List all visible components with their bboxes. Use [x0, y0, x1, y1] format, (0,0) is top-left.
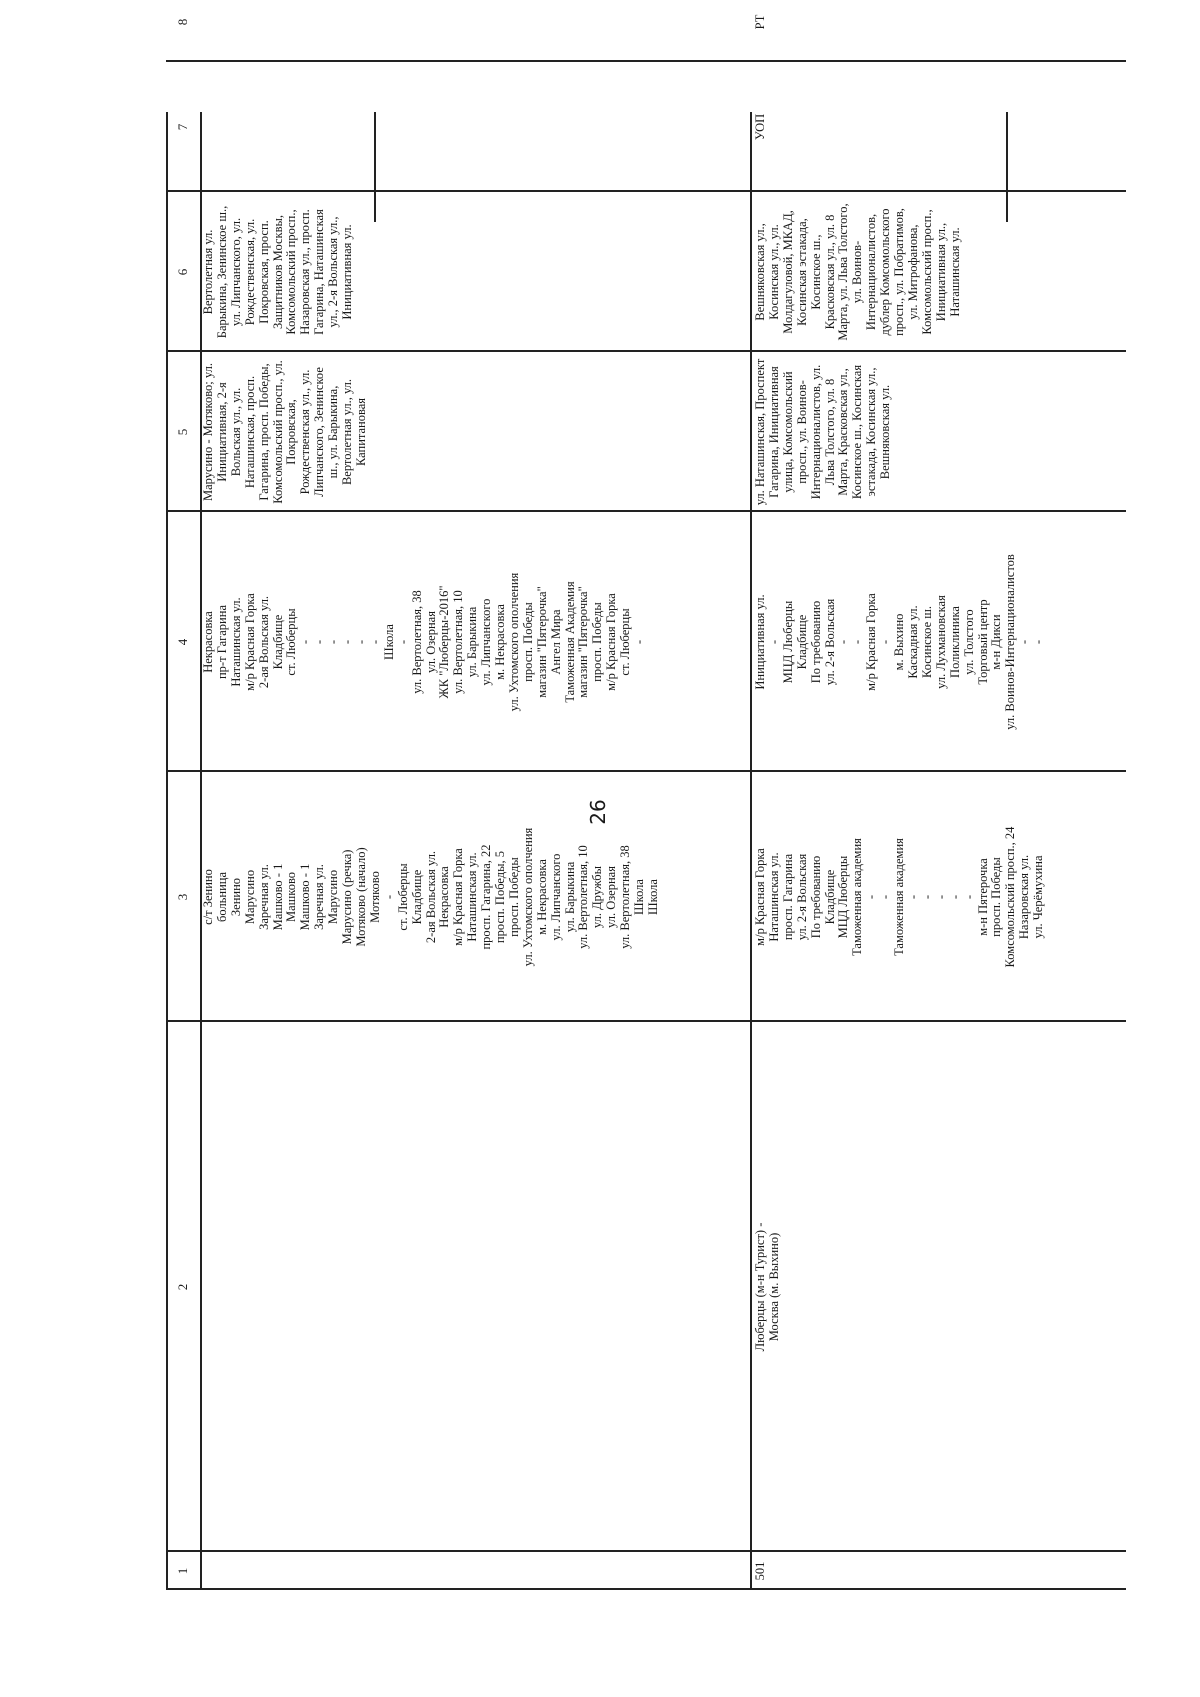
- cell-line: Интернационалистов, ул.: [808, 364, 823, 500]
- cell-line: Марта, Красковская ул.,: [836, 368, 851, 496]
- cell-line: улица, Комсомольский: [780, 371, 795, 493]
- cell-line: ш., ул. Барыкина,: [326, 385, 341, 479]
- col-line-0: [166, 1589, 1126, 1591]
- cell-line: Комсомольский просп.,: [919, 209, 934, 335]
- cell-line: Красковская ул., ул. 8: [822, 214, 837, 330]
- cell-line: магазин "Пятерочка": [534, 586, 549, 698]
- cell-line: с/т Зенино: [201, 869, 215, 925]
- cell-line: Вешняковская ул.,: [753, 223, 767, 321]
- cell-line: Кладбище: [409, 869, 424, 925]
- cell-line: -: [632, 639, 647, 645]
- cell-line: Инициативная ул.,: [933, 222, 948, 322]
- cell-line: м/р Красная Горка: [242, 593, 257, 691]
- cell-line: ул. Ухтомского ополчения: [506, 572, 521, 712]
- cell-line: ул. Митрофанова,: [905, 224, 920, 320]
- cell-line: Некрасовка: [201, 611, 215, 673]
- cell-line: -: [878, 894, 893, 900]
- cell-line: Мотяково: [367, 871, 382, 923]
- cell-line: ул. Дружбы: [590, 865, 605, 929]
- cell-line: м/р Красная Горка: [451, 848, 466, 946]
- cell-line: Липчанского, Зенинское: [312, 367, 327, 497]
- cell-line: м/р Красная Горка: [604, 593, 619, 691]
- cell-line: м/р Красная Горка: [753, 848, 767, 946]
- cell-line: Покровская,: [284, 399, 299, 465]
- col-line-7: [166, 61, 1126, 63]
- cell-line: Школа: [646, 879, 660, 915]
- cell-line: Наташинская, просп.: [242, 375, 257, 489]
- cell-line: Москва (м. Выхино): [766, 1232, 781, 1342]
- rotated-table: [166, 14, 1126, 1590]
- cell-line: просп. Победы: [989, 857, 1004, 937]
- route-501-col4-stops: [754, 512, 1046, 772]
- cell-line: просп. Гагарина, 22: [479, 844, 494, 950]
- cell-line: м-н Дикси: [989, 614, 1004, 670]
- cell-line: Марусино - Мотяково; ул.: [201, 363, 215, 501]
- cell-line: просп. Победы: [520, 602, 535, 682]
- cell-line: ул. Озерная: [423, 611, 438, 673]
- cont-col6-text: [202, 192, 355, 352]
- cell-line: Таможенная Академия: [562, 581, 577, 703]
- cell-line: Косинское ш., Косинская: [850, 364, 865, 500]
- cell-line: ст. Люберцы: [395, 863, 410, 931]
- cell-line: Рождественская, ул.: [242, 218, 257, 326]
- cell-line: -: [312, 639, 327, 645]
- cell-line: ул. Липчанского: [479, 598, 494, 686]
- cell-line: ул. Вертолетная, 10: [576, 845, 591, 949]
- route-501-col5-text: [754, 352, 893, 512]
- cell-line: ул. Черёмухина: [1031, 855, 1046, 939]
- cell-line: Комсомольский просп., ул.: [270, 360, 285, 504]
- cell-line: Льва Толстого, ул. 8: [822, 378, 837, 486]
- cell-line: Вертолетная ул.: [201, 229, 215, 315]
- cell-line: 2-ая Вольская ул.: [423, 850, 438, 944]
- route-501-number: 501: [753, 1561, 767, 1581]
- cell-line: -: [367, 639, 382, 645]
- cell-line: пр-т Гагарина: [214, 605, 229, 680]
- cell-line: Марусино (речка): [340, 849, 355, 945]
- cell-line: Наташинская ул.: [947, 227, 962, 317]
- cell-line: ул. Вертолетная, 38: [618, 845, 633, 949]
- header-col-3: 3: [175, 893, 190, 901]
- cell-line: просп. Победы: [590, 602, 605, 682]
- cell-line: МЦД Люберцы: [780, 600, 795, 684]
- cell-line: Марта, ул. Льва Толстого,: [836, 203, 851, 341]
- cell-line: Вешняковская ул.: [878, 384, 893, 480]
- cell-line: Люберцы (м-н Турист) -: [753, 1222, 767, 1352]
- cell-line: Торговый центр: [975, 599, 990, 685]
- cell-line: Заречная ул.: [256, 864, 271, 930]
- cell-line: Наташинская ул.: [465, 852, 480, 942]
- cell-line: Ангел Мира: [548, 609, 563, 675]
- header-col-2: 2: [175, 1283, 190, 1291]
- cell-line: -: [919, 894, 934, 900]
- cell-line: ул. Барыкина: [562, 861, 577, 933]
- cell-line: 2-ая Вольская ул.: [256, 595, 271, 689]
- cell-line: -: [947, 894, 962, 900]
- header-col-5: 5: [175, 428, 190, 436]
- row-divider-501: [750, 112, 752, 1590]
- cell-line: Школа: [632, 879, 647, 915]
- route-501-col7: УОП: [753, 113, 767, 141]
- cell-line: -: [326, 639, 341, 645]
- cell-line: ул. Воинов-Интернационалистов: [1003, 554, 1018, 730]
- cell-line: Каскадная ул.: [905, 605, 920, 679]
- cell-line: -: [864, 894, 879, 900]
- cell-line: Наташинская ул.: [228, 597, 243, 687]
- cell-line: ЖК "Люберцы-2016": [437, 585, 452, 699]
- sub-divider-sk: [1006, 112, 1008, 222]
- cell-line: Кладбище: [822, 869, 837, 925]
- cell-line: -: [961, 894, 976, 900]
- cont-col4-stops: [202, 512, 647, 772]
- cell-line: ул. Липчанского, ул.: [228, 217, 243, 327]
- cell-line: -: [1031, 639, 1046, 645]
- cell-line: Капитановая: [353, 397, 368, 467]
- cell-line: МЦД Люберцы: [836, 855, 851, 939]
- cell-line: м/р Красная Горка: [864, 593, 879, 691]
- header-col-8: 8: [175, 18, 190, 26]
- cell-line: ул. 2-я Вольская: [822, 598, 837, 686]
- cell-line: Комсомольский просп., 24: [1003, 826, 1018, 968]
- cont-col5-text: [202, 352, 369, 512]
- cell-line: ул. Толстого: [961, 609, 976, 675]
- cell-line: просп., ул. Воинов-: [794, 380, 809, 484]
- cell-line: -: [905, 894, 920, 900]
- cell-line: ул., 2-я Вольская ул.,: [326, 216, 341, 328]
- cell-line: -: [850, 639, 865, 645]
- cell-line: По требованию: [808, 855, 823, 939]
- cell-line: Некрасовка: [437, 866, 452, 928]
- cell-line: больница: [214, 872, 229, 922]
- cell-line: -: [878, 639, 893, 645]
- cell-line: Инициативная ул.: [753, 594, 767, 690]
- cell-line: просп., ул. Побратимов,: [892, 208, 907, 336]
- cell-line: Рождественская ул., ул.: [298, 369, 313, 495]
- cell-line: -: [381, 894, 396, 900]
- cell-line: м. Выхино: [892, 613, 907, 671]
- cell-line: По требованию: [808, 600, 823, 684]
- cell-line: Косинская эстакада,: [794, 218, 809, 326]
- cell-line: Гагарина, Инициативная: [766, 366, 781, 498]
- header-col-1: 1: [175, 1567, 190, 1575]
- cell-line: Косинская ул., ул.: [766, 224, 781, 320]
- cell-line: Заречная ул.: [312, 864, 327, 930]
- cell-line: ул. Вертолетная, 38: [409, 590, 424, 694]
- col-line-1: [166, 1551, 1126, 1553]
- cell-line: -: [395, 639, 410, 645]
- cont-col3-stops: [202, 772, 661, 1022]
- cell-line: -: [298, 639, 313, 645]
- cell-line: Вертолетная ул., ул.: [340, 378, 355, 486]
- cell-line: Защитников Москвы,: [270, 214, 285, 330]
- cell-line: Наташинская ул.: [766, 852, 781, 942]
- cell-line: -: [340, 639, 355, 645]
- cell-line: ул. Воинов-: [850, 240, 865, 304]
- cell-line: Марусино: [242, 869, 257, 925]
- cell-line: магазин "Пятерочка": [576, 586, 591, 698]
- cell-line: Кладбище: [794, 614, 809, 670]
- header-col-7: 7: [175, 123, 190, 131]
- cell-line: Марусино: [326, 869, 341, 925]
- cell-line: просп. Победы: [506, 857, 521, 937]
- cell-line: просп. Гагарина: [780, 853, 795, 941]
- cell-line: -: [766, 639, 781, 645]
- cell-line: Косинское ш.,: [808, 234, 823, 310]
- cell-line: Таможенная академия: [892, 838, 907, 956]
- cell-line: ул. Лухмановская: [933, 595, 948, 689]
- cell-line: -: [836, 639, 851, 645]
- page-number: 26: [586, 799, 610, 825]
- cell-line: ст. Люберцы: [284, 608, 299, 676]
- cell-line: Барыкина, Зенинское ш.,: [214, 205, 229, 339]
- route-501-col8: РТ: [753, 14, 767, 30]
- cell-line: м-н Пятерочка: [975, 858, 990, 936]
- cell-line: ул. Вертолетная, 10: [451, 590, 466, 694]
- cell-line: -: [353, 639, 368, 645]
- header-col-4: 4: [175, 638, 190, 646]
- cell-line: Машково: [284, 871, 299, 923]
- cell-line: Вольская ул., ул.: [228, 387, 243, 477]
- cell-line: ул. Барыкина: [465, 606, 480, 678]
- cell-line: Поликлиника: [947, 606, 962, 678]
- route-501-col6-text: [754, 192, 963, 352]
- cell-line: ст. Люберцы: [618, 608, 633, 676]
- cell-line: Инициативная ул.: [340, 224, 355, 320]
- route-501-col3-stops: [754, 772, 1046, 1022]
- cell-line: Молдагуловой, МКАД,: [780, 210, 795, 334]
- sub-divider-mk: [374, 112, 376, 222]
- header-col-6: 6: [175, 268, 190, 276]
- cell-line: Таможенная академия: [850, 838, 865, 956]
- cell-line: ул. Липчанского: [548, 853, 563, 941]
- route-501-name: [754, 1022, 782, 1552]
- cell-line: -: [933, 894, 948, 900]
- cell-line: м. Некрасовка: [493, 604, 508, 680]
- cell-line: Школа: [381, 624, 396, 660]
- cell-line: Комсомольский просп.,: [284, 209, 299, 335]
- cell-line: просп. Победы, 5: [493, 850, 508, 944]
- cell-line: м. Некрасовка: [534, 859, 549, 935]
- cell-line: Машково - 1: [298, 863, 313, 931]
- cell-line: Гагарина, просп. Победы,: [256, 363, 271, 501]
- cell-line: ул. Наташинская, Проспект: [753, 358, 767, 506]
- cell-line: ул. Озерная: [604, 866, 619, 928]
- cell-line: Мотяково (начало): [353, 847, 368, 947]
- cell-line: -: [1017, 639, 1032, 645]
- cell-line: Зенино: [228, 877, 243, 917]
- cell-line: ул. 2-я Вольская: [794, 853, 809, 941]
- cell-line: дублер Комсомольского: [878, 208, 893, 336]
- cell-line: Косинское ш.: [919, 606, 934, 679]
- cell-line: эстакада, Косинская ул.,: [864, 367, 879, 497]
- cell-line: Машково - 1: [270, 863, 285, 931]
- cell-line: Назаровская ул.: [1017, 854, 1032, 940]
- cell-line: Инициативная, 2-я: [214, 382, 229, 482]
- cell-line: Гагарина, Наташинская: [312, 209, 327, 335]
- cell-line: Покровская, просп.: [256, 220, 271, 324]
- cell-line: Кладбище: [270, 614, 285, 670]
- cell-line: Назаровская ул., просп.: [298, 209, 313, 335]
- cell-line: ул. Ухтомского ополчения: [520, 827, 535, 967]
- cell-line: Интернационалистов,: [864, 213, 879, 331]
